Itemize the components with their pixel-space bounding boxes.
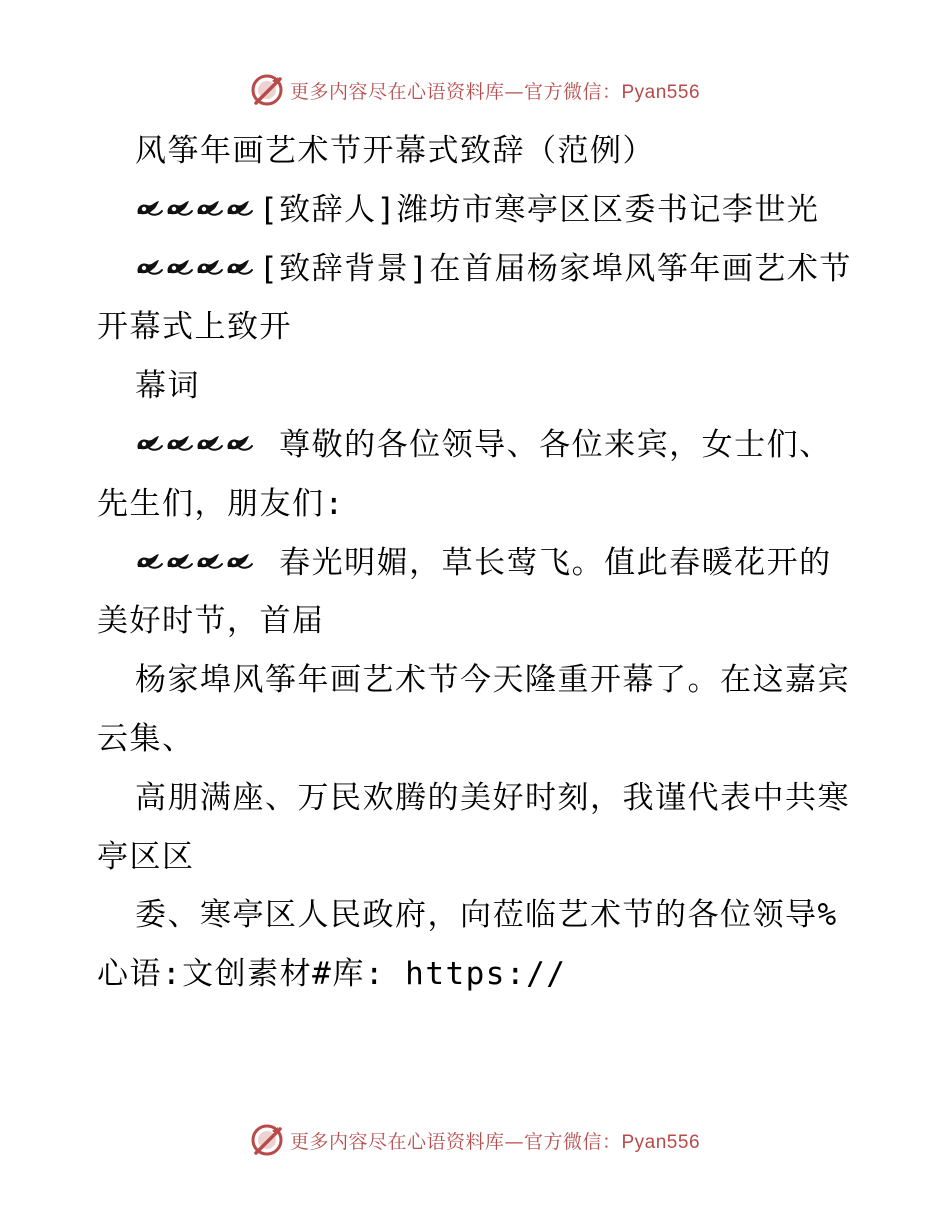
paragraph-opening: 春光明媚，草长莺飞。值此春暖花开的美好时节，首届: [97, 544, 832, 640]
paragraph-speaker: [致辞人]潍坊市寒亭区区委书记李世光: [97, 181, 857, 240]
paragraph-body-2: 高朋满座、万民欢腾的美好时刻，我谨代表中共寒亭区区: [97, 779, 850, 875]
footer-watermark-banner: [0, 1120, 950, 1160]
fleuron-ornament-icon: [135, 431, 255, 455]
document-body: [97, 122, 857, 1004]
header-watermark-banner: [0, 70, 950, 110]
paragraph-body-3: 委、寒亭区人民政府，向莅临艺术节的各位领导%心语:文创素材#库: https://: [97, 897, 838, 993]
wechat-id: Pyan556: [621, 1131, 701, 1153]
seal-logo-icon: [250, 73, 284, 107]
banner-text: 更多内容尽在心语资料库—官方微信：Pyan556: [289, 1130, 701, 1153]
paragraph-salutation: 尊敬的各位领导、各位来宾，女士们、先生们，朋友们:: [97, 426, 832, 522]
paragraph-background: [致辞背景]在首届杨家埠风筝年画艺术节开幕式上致开: [97, 250, 852, 346]
paragraph-body-1: 杨家埠风筝年画艺术节今天隆重开幕了。在这嘉宾云集、: [97, 662, 850, 757]
seal-logo-icon: [250, 1123, 284, 1157]
fleuron-ornament-icon: [135, 549, 255, 573]
fleuron-ornament-icon: [135, 255, 255, 279]
paragraph-continuation: 幕词: [135, 368, 200, 405]
banner-text: 更多内容尽在心语资料库—官方微信：Pyan556: [289, 80, 701, 103]
fleuron-ornament-icon: [135, 196, 255, 220]
wechat-id: Pyan556: [621, 81, 701, 103]
document-title: 风筝年画艺术节开幕式致辞（范例）: [135, 133, 655, 169]
